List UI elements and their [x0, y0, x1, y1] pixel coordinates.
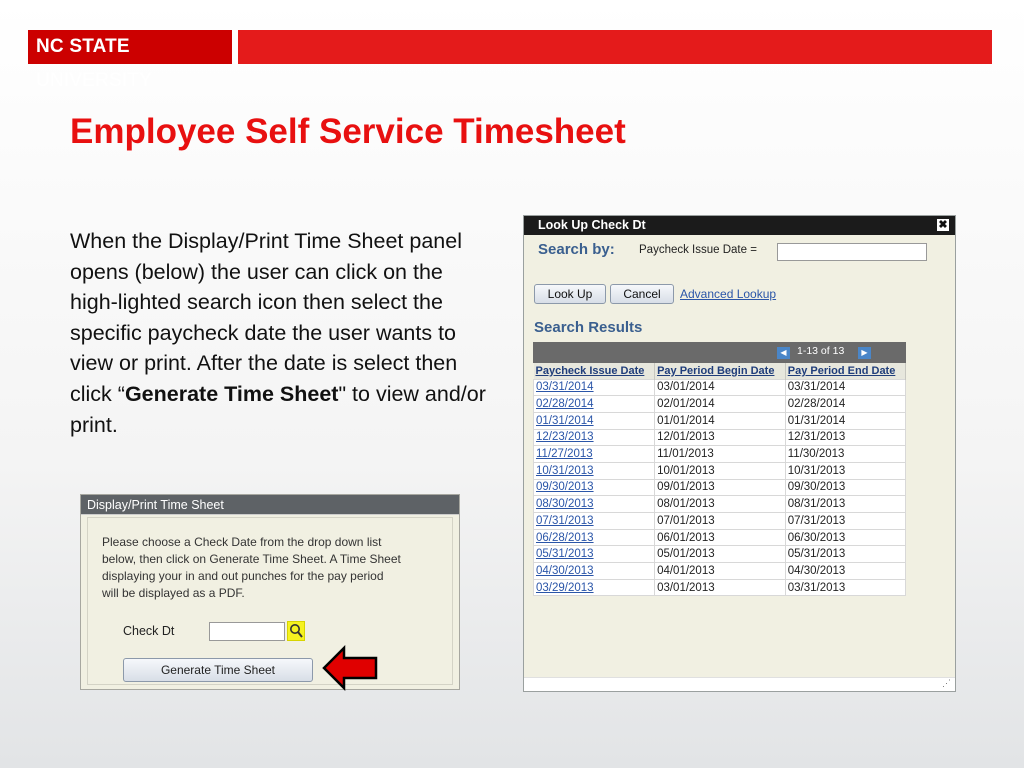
pay-period-begin-date: 06/01/2013: [655, 529, 786, 546]
pay-period-end-date: 11/30/2013: [785, 446, 905, 463]
paycheck-issue-date-link[interactable]: 11/27/2013: [534, 446, 655, 463]
table-header-row: [534, 363, 906, 379]
check-dt-label: Check Dt: [123, 624, 175, 638]
pay-period-begin-date: 11/01/2013: [655, 446, 786, 463]
check-dt-search-button[interactable]: [287, 621, 305, 641]
paycheck-issue-date-link[interactable]: 10/31/2013: [534, 462, 655, 479]
pay-period-end-date: 03/31/2013: [785, 579, 905, 596]
pay-period-end-date: 06/30/2013: [785, 529, 905, 546]
pay-period-end-date: 03/31/2014: [785, 379, 905, 396]
results-pagination-bar: [533, 342, 906, 363]
red-arrow-icon: [322, 645, 378, 691]
display-print-instructions: Please choose a Check Date from the drop down list below, then click on Generate Time Sheet. A Time Sheet displaying your in and out punches for the pay period will be displayed as a PDF.: [102, 535, 401, 600]
check-dt-input[interactable]: [209, 622, 285, 641]
lookup-modal-title: Look Up Check Dt: [538, 218, 646, 232]
table-row[interactable]: [534, 446, 906, 463]
search-results-title: Search Results: [534, 319, 643, 336]
slide-title: Employee Self Service Timesheet: [70, 112, 626, 151]
pay-period-end-date: 07/31/2013: [785, 513, 905, 530]
lookup-modal-titlebar: [524, 216, 955, 235]
banner-red-bar: [238, 30, 992, 64]
paycheck-issue-date-link[interactable]: 03/29/2013: [534, 579, 655, 596]
pay-period-end-date: 10/31/2013: [785, 462, 905, 479]
pay-period-begin-date: 02/01/2014: [655, 396, 786, 413]
paycheck-issue-date-link[interactable]: 05/31/2013: [534, 546, 655, 563]
table-row[interactable]: [534, 579, 906, 596]
table-row[interactable]: [534, 479, 906, 496]
pay-period-end-date: 02/28/2014: [785, 396, 905, 413]
instruction-bold: Generate Time Sheet: [124, 381, 339, 406]
table-row[interactable]: [534, 563, 906, 580]
table-row[interactable]: [534, 379, 906, 396]
field-operator: =: [750, 244, 757, 256]
instruction-text: [70, 226, 490, 440]
display-print-panel-body: [87, 517, 453, 685]
pay-period-begin-date: 10/01/2013: [655, 462, 786, 479]
paycheck-issue-date-link[interactable]: 01/31/2014: [534, 412, 655, 429]
table-row[interactable]: [534, 513, 906, 530]
table-row[interactable]: [534, 546, 906, 563]
paycheck-issue-date-link[interactable]: 09/30/2013: [534, 479, 655, 496]
header-banner: [28, 30, 992, 91]
pagination-count: 1-13 of 13: [797, 345, 845, 357]
column-header-issue-date[interactable]: Paycheck Issue Date: [534, 363, 655, 379]
paycheck-issue-date-link[interactable]: 07/31/2013: [534, 513, 655, 530]
magnifier-icon: [288, 622, 304, 640]
pay-period-end-date: 04/30/2013: [785, 563, 905, 580]
instruction-part-2: " to view and/or print.: [70, 381, 486, 437]
column-header-end-date[interactable]: Pay Period End Date: [785, 363, 905, 379]
instruction-part-1: When the Display/Print Time Sheet panel opens (below) the user can click on the high-lighted search icon then select the specific paycheck date the user wants to view or print. After the date is select then click “: [70, 229, 462, 406]
lookup-modal-footer: [524, 677, 955, 691]
table-row[interactable]: [534, 396, 906, 413]
pay-period-begin-date: 01/01/2014: [655, 412, 786, 429]
paycheck-issue-date-link[interactable]: 12/23/2013: [534, 429, 655, 446]
paycheck-issue-date-link[interactable]: 04/30/2013: [534, 563, 655, 580]
table-row[interactable]: [534, 529, 906, 546]
table-row[interactable]: [534, 429, 906, 446]
pay-period-begin-date: 08/01/2013: [655, 496, 786, 513]
search-by-label: Search by:: [538, 241, 615, 258]
table-row[interactable]: [534, 412, 906, 429]
search-results-table: [533, 363, 906, 596]
paycheck-issue-date-link[interactable]: 02/28/2014: [534, 396, 655, 413]
next-page-icon[interactable]: ▶: [858, 347, 871, 359]
advanced-lookup-link[interactable]: Advanced Lookup: [680, 287, 777, 301]
nc-state-logo: NC STATE UNIVERSITY: [28, 30, 232, 64]
pay-period-begin-date: 04/01/2013: [655, 563, 786, 580]
pay-period-begin-date: 12/01/2013: [655, 429, 786, 446]
look-up-button[interactable]: Look Up: [534, 284, 606, 304]
paycheck-issue-date-link[interactable]: 06/28/2013: [534, 529, 655, 546]
pay-period-begin-date: 03/01/2013: [655, 579, 786, 596]
generate-time-sheet-button[interactable]: Generate Time Sheet: [123, 658, 313, 682]
pay-period-end-date: 09/30/2013: [785, 479, 905, 496]
column-header-begin-date[interactable]: Pay Period Begin Date: [655, 363, 786, 379]
pay-period-end-date: 12/31/2013: [785, 429, 905, 446]
display-print-panel: [80, 494, 460, 690]
display-print-panel-title: Display/Print Time Sheet: [81, 495, 459, 515]
pay-period-begin-date: 03/01/2014: [655, 379, 786, 396]
pay-period-begin-date: 05/01/2013: [655, 546, 786, 563]
table-row[interactable]: [534, 496, 906, 513]
pay-period-end-date: 08/31/2013: [785, 496, 905, 513]
table-row[interactable]: [534, 462, 906, 479]
paycheck-issue-date-label: Paycheck Issue Date =: [639, 244, 757, 256]
pay-period-end-date: 01/31/2014: [785, 412, 905, 429]
paycheck-issue-date-link[interactable]: 08/30/2013: [534, 496, 655, 513]
pay-period-end-date: 05/31/2013: [785, 546, 905, 563]
lookup-modal: [523, 215, 956, 692]
paycheck-issue-date-link[interactable]: 03/31/2014: [534, 379, 655, 396]
cancel-button[interactable]: Cancel: [610, 284, 674, 304]
paycheck-issue-date-input[interactable]: [777, 243, 927, 261]
pay-period-begin-date: 09/01/2013: [655, 479, 786, 496]
resize-grip-icon[interactable]: ⋰: [942, 678, 951, 688]
close-icon[interactable]: ✖: [938, 219, 948, 231]
pay-period-begin-date: 07/01/2013: [655, 513, 786, 530]
previous-page-icon[interactable]: ◀: [777, 347, 790, 359]
